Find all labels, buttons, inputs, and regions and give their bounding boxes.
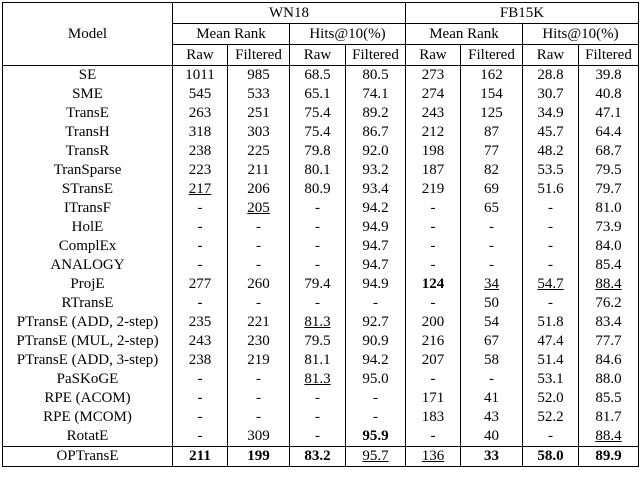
- model-name: ITransF: [3, 199, 173, 218]
- value-cell: 69: [461, 180, 523, 199]
- value-cell: 54: [461, 313, 523, 332]
- model-name: PTransE (MUL, 2-step): [3, 332, 173, 351]
- model-name: ProjE: [3, 275, 173, 294]
- value-cell: 95.7: [346, 447, 406, 467]
- value-cell: 67: [461, 332, 523, 351]
- value-cell: 230: [228, 332, 290, 351]
- table-row: [3, 408, 639, 427]
- value-cell: 34.9: [523, 104, 579, 123]
- col-header-raw: Raw: [173, 45, 228, 66]
- value-cell: 73.9: [579, 218, 639, 237]
- value-cell: 81.3: [290, 370, 346, 389]
- col-header-raw: Raw: [406, 45, 461, 66]
- value-cell: 53.5: [523, 161, 579, 180]
- value-cell: -: [523, 199, 579, 218]
- model-name: ComplEx: [3, 237, 173, 256]
- value-cell: 33: [461, 447, 523, 467]
- value-cell: 40.8: [579, 85, 639, 104]
- table-row: [3, 370, 639, 389]
- value-cell: -: [228, 370, 290, 389]
- value-cell: -: [173, 237, 228, 256]
- value-cell: -: [173, 256, 228, 275]
- value-cell: 251: [228, 104, 290, 123]
- value-cell: 533: [228, 85, 290, 104]
- value-cell: 74.1: [346, 85, 406, 104]
- model-name: ANALOGY: [3, 256, 173, 275]
- value-cell: 87: [461, 123, 523, 142]
- value-cell: -: [461, 218, 523, 237]
- value-cell: 223: [173, 161, 228, 180]
- value-cell: 54.7: [523, 275, 579, 294]
- value-cell: -: [290, 199, 346, 218]
- value-cell: -: [290, 408, 346, 427]
- value-cell: 94.2: [346, 351, 406, 370]
- value-cell: -: [290, 427, 346, 447]
- model-name: TransE: [3, 104, 173, 123]
- value-cell: 79.5: [579, 161, 639, 180]
- value-cell: 43: [461, 408, 523, 427]
- value-cell: 211: [228, 161, 290, 180]
- value-cell: 207: [406, 351, 461, 370]
- value-cell: 28.8: [523, 66, 579, 86]
- value-cell: 53.1: [523, 370, 579, 389]
- value-cell: 217: [173, 180, 228, 199]
- value-cell: -: [228, 389, 290, 408]
- value-cell: 238: [173, 351, 228, 370]
- model-name: SE: [3, 66, 173, 86]
- value-cell: 200: [406, 313, 461, 332]
- model-name: PTransE (ADD, 2-step): [3, 313, 173, 332]
- value-cell: -: [173, 294, 228, 313]
- value-cell: -: [173, 408, 228, 427]
- value-cell: -: [523, 294, 579, 313]
- value-cell: 68.7: [579, 142, 639, 161]
- model-name: RotatE: [3, 427, 173, 447]
- value-cell: -: [523, 427, 579, 447]
- value-cell: 238: [173, 142, 228, 161]
- value-cell: 65: [461, 199, 523, 218]
- value-cell: -: [406, 256, 461, 275]
- value-cell: 88.4: [579, 427, 639, 447]
- metric-header-hits: Hits@10(%): [523, 24, 639, 45]
- model-name: OPTransE: [3, 447, 173, 467]
- value-cell: -: [290, 389, 346, 408]
- table-row: [3, 294, 639, 313]
- value-cell: 303: [228, 123, 290, 142]
- value-cell: 212: [406, 123, 461, 142]
- value-cell: -: [406, 199, 461, 218]
- value-cell: 41: [461, 389, 523, 408]
- value-cell: 125: [461, 104, 523, 123]
- table-row: [3, 447, 639, 467]
- value-cell: -: [228, 408, 290, 427]
- value-cell: 154: [461, 85, 523, 104]
- value-cell: 51.8: [523, 313, 579, 332]
- table-row: [3, 389, 639, 408]
- value-cell: 92.7: [346, 313, 406, 332]
- value-cell: 77.7: [579, 332, 639, 351]
- results-table: [2, 2, 639, 467]
- model-column-header: Model: [3, 3, 173, 66]
- table-row: [3, 123, 639, 142]
- value-cell: 79.4: [290, 275, 346, 294]
- value-cell: 93.2: [346, 161, 406, 180]
- dataset-header-wn18: WN18: [173, 3, 406, 24]
- value-cell: -: [173, 389, 228, 408]
- model-name: STransE: [3, 180, 173, 199]
- value-cell: 187: [406, 161, 461, 180]
- table-header: [3, 3, 639, 66]
- value-cell: 219: [406, 180, 461, 199]
- value-cell: 273: [406, 66, 461, 86]
- value-cell: -: [228, 237, 290, 256]
- value-cell: 94.9: [346, 218, 406, 237]
- value-cell: -: [346, 294, 406, 313]
- value-cell: 48.2: [523, 142, 579, 161]
- model-name: TransR: [3, 142, 173, 161]
- value-cell: 76.2: [579, 294, 639, 313]
- table-row: [3, 66, 639, 86]
- value-cell: 58.0: [523, 447, 579, 467]
- value-cell: 94.2: [346, 199, 406, 218]
- value-cell: 81.7: [579, 408, 639, 427]
- value-cell: 30.7: [523, 85, 579, 104]
- value-cell: 65.1: [290, 85, 346, 104]
- value-cell: 77: [461, 142, 523, 161]
- header-row-datasets: [3, 3, 639, 24]
- value-cell: 82: [461, 161, 523, 180]
- value-cell: 183: [406, 408, 461, 427]
- value-cell: 545: [173, 85, 228, 104]
- value-cell: 205: [228, 199, 290, 218]
- value-cell: 243: [173, 332, 228, 351]
- value-cell: 47.1: [579, 104, 639, 123]
- value-cell: -: [346, 408, 406, 427]
- value-cell: 47.4: [523, 332, 579, 351]
- value-cell: 86.7: [346, 123, 406, 142]
- value-cell: -: [523, 218, 579, 237]
- value-cell: 81.3: [290, 313, 346, 332]
- value-cell: 277: [173, 275, 228, 294]
- value-cell: 124: [406, 275, 461, 294]
- col-header-filtered: Filtered: [346, 45, 406, 66]
- table-row: [3, 218, 639, 237]
- value-cell: 79.5: [290, 332, 346, 351]
- value-cell: 51.4: [523, 351, 579, 370]
- value-cell: 263: [173, 104, 228, 123]
- value-cell: 206: [228, 180, 290, 199]
- value-cell: 198: [406, 142, 461, 161]
- value-cell: 985: [228, 66, 290, 86]
- value-cell: 1011: [173, 66, 228, 86]
- value-cell: -: [406, 370, 461, 389]
- table-row: [3, 313, 639, 332]
- value-cell: 221: [228, 313, 290, 332]
- table-row: [3, 142, 639, 161]
- value-cell: -: [461, 256, 523, 275]
- value-cell: 85.4: [579, 256, 639, 275]
- col-header-filtered: Filtered: [228, 45, 290, 66]
- value-cell: 84.0: [579, 237, 639, 256]
- value-cell: 235: [173, 313, 228, 332]
- value-cell: 95.0: [346, 370, 406, 389]
- table-row: [3, 180, 639, 199]
- table-row: [3, 104, 639, 123]
- value-cell: 260: [228, 275, 290, 294]
- value-cell: -: [290, 237, 346, 256]
- model-name: RTransE: [3, 294, 173, 313]
- value-cell: -: [406, 294, 461, 313]
- model-name: TranSparse: [3, 161, 173, 180]
- value-cell: 39.8: [579, 66, 639, 86]
- value-cell: -: [461, 370, 523, 389]
- value-cell: 52.0: [523, 389, 579, 408]
- col-header-raw: Raw: [523, 45, 579, 66]
- value-cell: 136: [406, 447, 461, 467]
- value-cell: 94.7: [346, 256, 406, 275]
- value-cell: 84.6: [579, 351, 639, 370]
- metric-header-hits: Hits@10(%): [290, 24, 406, 45]
- value-cell: 162: [461, 66, 523, 86]
- value-cell: 79.7: [579, 180, 639, 199]
- value-cell: 51.6: [523, 180, 579, 199]
- value-cell: 274: [406, 85, 461, 104]
- model-name: SME: [3, 85, 173, 104]
- value-cell: -: [290, 256, 346, 275]
- value-cell: 89.9: [579, 447, 639, 467]
- col-header-filtered: Filtered: [579, 45, 639, 66]
- value-cell: 80.5: [346, 66, 406, 86]
- model-name: HolE: [3, 218, 173, 237]
- value-cell: 219: [228, 351, 290, 370]
- value-cell: 92.0: [346, 142, 406, 161]
- value-cell: 171: [406, 389, 461, 408]
- value-cell: 83.2: [290, 447, 346, 467]
- value-cell: -: [228, 294, 290, 313]
- value-cell: 45.7: [523, 123, 579, 142]
- value-cell: 93.4: [346, 180, 406, 199]
- value-cell: -: [173, 370, 228, 389]
- value-cell: 50: [461, 294, 523, 313]
- value-cell: 211: [173, 447, 228, 467]
- table-row: [3, 275, 639, 294]
- value-cell: 90.9: [346, 332, 406, 351]
- value-cell: 216: [406, 332, 461, 351]
- model-name: TransH: [3, 123, 173, 142]
- value-cell: 80.1: [290, 161, 346, 180]
- value-cell: 199: [228, 447, 290, 467]
- table-body: [3, 66, 639, 467]
- value-cell: -: [173, 427, 228, 447]
- value-cell: -: [228, 218, 290, 237]
- value-cell: 225: [228, 142, 290, 161]
- value-cell: -: [523, 256, 579, 275]
- value-cell: -: [406, 218, 461, 237]
- value-cell: 94.7: [346, 237, 406, 256]
- value-cell: 34: [461, 275, 523, 294]
- value-cell: -: [523, 237, 579, 256]
- value-cell: 68.5: [290, 66, 346, 86]
- metric-header-mean-rank: Mean Rank: [173, 24, 290, 45]
- value-cell: 88.0: [579, 370, 639, 389]
- col-header-filtered: Filtered: [461, 45, 523, 66]
- value-cell: 79.8: [290, 142, 346, 161]
- value-cell: 88.4: [579, 275, 639, 294]
- table-row: [3, 332, 639, 351]
- model-name: RPE (ACOM): [3, 389, 173, 408]
- value-cell: 52.2: [523, 408, 579, 427]
- model-name: PTransE (ADD, 3-step): [3, 351, 173, 370]
- value-cell: -: [461, 237, 523, 256]
- table-row: [3, 427, 639, 447]
- value-cell: 83.4: [579, 313, 639, 332]
- value-cell: 40: [461, 427, 523, 447]
- value-cell: 85.5: [579, 389, 639, 408]
- value-cell: 243: [406, 104, 461, 123]
- value-cell: -: [173, 218, 228, 237]
- model-name: RPE (MCOM): [3, 408, 173, 427]
- metric-header-mean-rank: Mean Rank: [406, 24, 523, 45]
- value-cell: 94.9: [346, 275, 406, 294]
- dataset-header-fb15k: FB15K: [406, 3, 639, 24]
- value-cell: -: [406, 237, 461, 256]
- value-cell: 309: [228, 427, 290, 447]
- value-cell: 318: [173, 123, 228, 142]
- table-row: [3, 199, 639, 218]
- value-cell: -: [228, 256, 290, 275]
- value-cell: 89.2: [346, 104, 406, 123]
- value-cell: 58: [461, 351, 523, 370]
- col-header-raw: Raw: [290, 45, 346, 66]
- value-cell: 81.0: [579, 199, 639, 218]
- table-row: [3, 351, 639, 370]
- value-cell: 64.4: [579, 123, 639, 142]
- value-cell: -: [346, 389, 406, 408]
- value-cell: 80.9: [290, 180, 346, 199]
- value-cell: 81.1: [290, 351, 346, 370]
- value-cell: 75.4: [290, 104, 346, 123]
- value-cell: -: [173, 199, 228, 218]
- value-cell: 95.9: [346, 427, 406, 447]
- value-cell: -: [406, 427, 461, 447]
- value-cell: -: [290, 218, 346, 237]
- table-row: [3, 256, 639, 275]
- table-row: [3, 85, 639, 104]
- table-row: [3, 161, 639, 180]
- value-cell: -: [290, 294, 346, 313]
- table-row: [3, 237, 639, 256]
- value-cell: 75.4: [290, 123, 346, 142]
- model-name: PaSKoGE: [3, 370, 173, 389]
